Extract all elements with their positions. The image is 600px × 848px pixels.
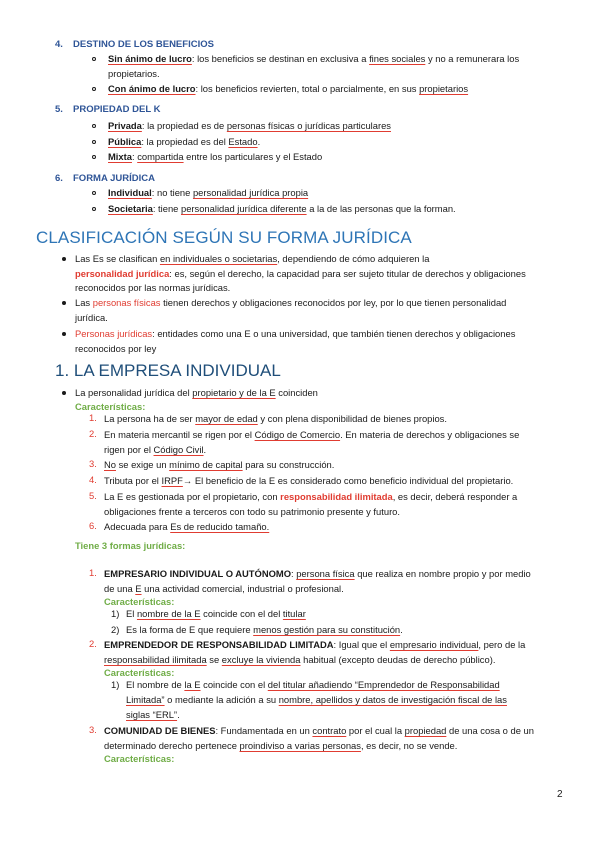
item-number: 6. [89,520,97,531]
sub-item: El nombre de la E coincide con el del titular añadiendo “Emprendedor de Responsabilidad [126,679,500,690]
list-item: Sin ánimo de lucro: los beneficios se destinan en exclusiva a fines sociales y no a remunerara los [108,53,520,64]
sub-item: El nombre de la E coincide con el del titular [126,608,306,619]
list-item-continuation: obligaciones frente a terceros con todo su patrimonio presente y futuro. [104,506,401,517]
sub-number: 2) [111,624,120,635]
list-item: Individual: no tiene personalidad jurídica propia [108,187,309,198]
form-item-continuation: determinado derecho pertenece proindiviso a varias personas, es decir, no se vende. [104,740,458,751]
paragraph: personalidad jurídica: es, según el derecho, la capacidad para ser sujeto titular de derechos y obligaciones [75,268,526,279]
circle-bullet-icon [92,57,96,61]
section-6-title: FORMA JURÍDICA [73,173,155,184]
paragraph: Las Es se clasifican en individuales o societarias, dependiendo de cómo adquieren la [75,253,430,264]
paragraph: reconocidos por las normas jurídicas. [75,282,231,293]
list-item: Pública: la propiedad es del Estado. [108,136,261,147]
form-item: COMUNIDAD DE BIENES: Fundamentada en un contrato por el cual la propiedad de una cosa o de un [104,725,534,736]
section-6-number: 6. [55,173,63,184]
form-item-continuation: de una E una actividad comercial, industrial o profesional. [104,583,344,594]
item-number: 1. [89,412,97,423]
circle-bullet-icon [92,140,96,144]
sub-number: 1) [111,679,120,690]
form-number: 3. [89,724,97,735]
list-item: Tributa por el IRPF→ El beneficio de la E es considerado como beneficio individual del propietario. [104,475,514,486]
section-4-title: DESTINO DE LOS BENEFICIOS [73,39,214,50]
item-number: 3. [89,458,97,469]
list-item: Mixta: compartida entre los particulares y el Estado [108,151,323,162]
section-5-title: PROPIEDAD DEL K [73,104,161,115]
form-item: EMPRESARIO INDIVIDUAL O AUTÓNOMO: persona física que realiza en nombre propio y por medio [104,568,531,579]
list-item: La E es gestionada por el propietario, con responsabilidad ilimitada, es decir, deberá responder a [104,491,518,502]
section-5-number: 5. [55,104,63,115]
list-item: Con ánimo de lucro: los beneficios revierten, total o parcialmente, en sus propietarios [108,83,469,94]
list-item: Societaria: tiene personalidad jurídica diferente a la de las personas que la forman. [108,203,456,214]
form-item: EMPRENDEDOR DE RESPONSABILIDAD LIMITADA: Igual que el empresario individual, pero de la [104,639,526,650]
sub-item-continuation: Limitada” o mediante la adición a su nombre, apellidos y datos de investigación fiscal de las [126,694,507,705]
list-item: La persona ha de ser mayor de edad y con plena disponibilidad de bienes propios. [104,413,447,424]
paragraph: reconocidos por ley [75,343,157,354]
list-item-continuation: propietarios. [108,68,160,79]
paragraph: Las personas físicas tienen derechos y obligaciones reconocidos por ley, por lo que tienen personalidad [75,297,507,308]
bullet-icon [62,332,66,336]
sub-item-continuation: siglas “ERL”. [126,709,180,720]
bullet-icon [62,391,66,395]
section-heading-clasificacion: CLASIFICACIÓN SEGÚN SU FORMA JURÍDICA [36,228,412,247]
item-number: 4. [89,474,97,485]
circle-bullet-icon [92,191,96,195]
list-item: Privada: la propiedad es de personas físicas o jurídicas particulares [108,120,391,131]
caracteristicas-label: Características: [75,401,146,412]
form-item-continuation: responsabilidad ilimitada se excluye la vivienda habitual (excepto deudas de derecho público). [104,654,496,665]
item-number: 5. [89,490,97,501]
list-item-continuation: rigen por el Código Civil. [104,444,207,455]
item-number: 2. [89,428,97,439]
form-number: 1. [89,567,97,578]
page-number: 2 [557,789,563,800]
sub-number: 1) [111,608,120,619]
section-heading-empresa-individual: 1. LA EMPRESA INDIVIDUAL [55,361,281,380]
paragraph: Personas jurídicas: entidades como una E o una universidad, que también tienen derechos y obligaciones [75,328,516,339]
circle-bullet-icon [92,87,96,91]
caracteristicas-label: Características: [104,596,175,607]
caracteristicas-label: Características: [104,667,175,678]
paragraph: La personalidad jurídica del propietario y de la E coinciden [75,387,318,398]
list-item: No se exige un mínimo de capital para su construcción. [104,459,335,470]
circle-bullet-icon [92,155,96,159]
form-number: 2. [89,638,97,649]
caracteristicas-label: Características: [104,753,175,764]
section-4-number: 4. [55,39,63,50]
circle-bullet-icon [92,124,96,128]
list-item: En materia mercantil se rigen por el Código de Comercio. En materia de derechos y obligaciones se [104,429,520,440]
formas-label: Tiene 3 formas jurídicas: [75,540,186,551]
circle-bullet-icon [92,207,96,211]
bullet-icon [62,257,66,261]
sub-item: Es la forma de E que requiere menos gestión para su constitución. [126,624,403,635]
bullet-icon [62,301,66,305]
list-item: Adecuada para Es de reducido tamaño. [104,521,270,532]
paragraph: jurídica. [75,312,108,323]
